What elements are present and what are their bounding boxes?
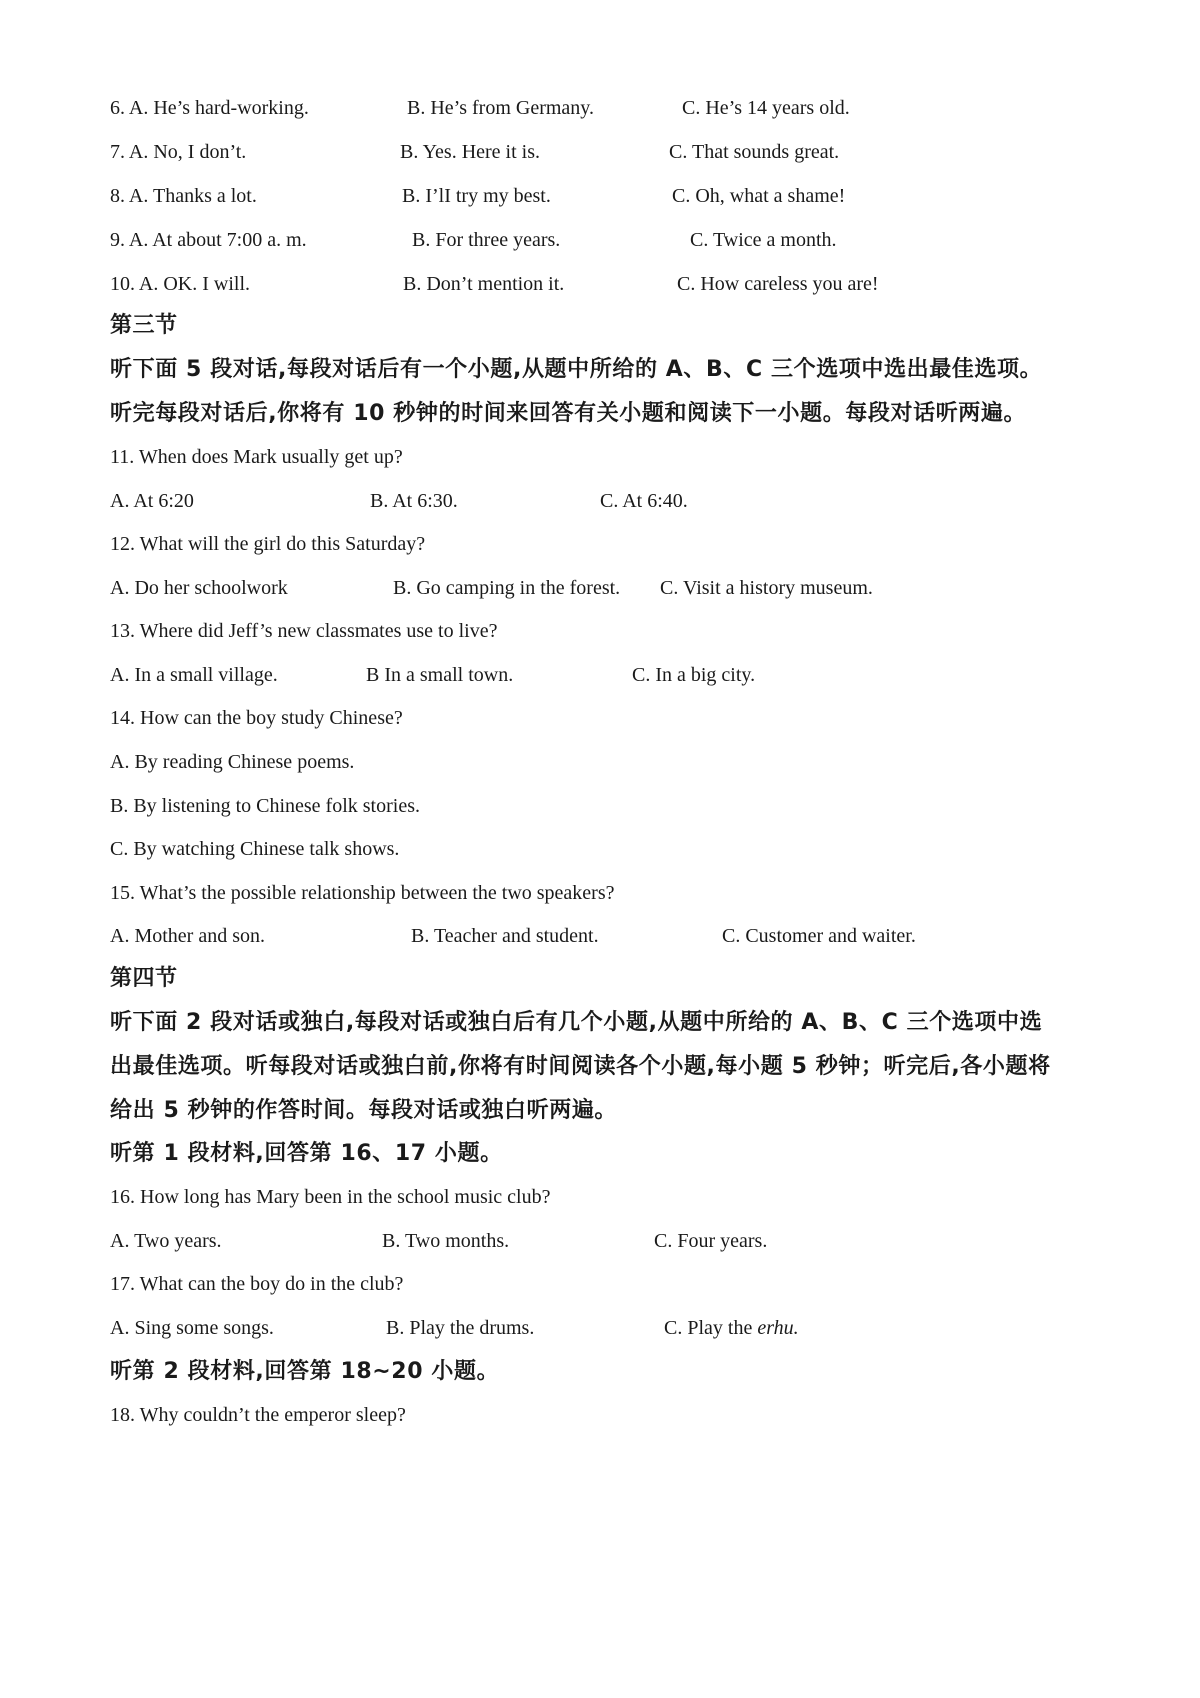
option-c: C. Oh, what a shame! — [672, 185, 846, 207]
option-c: C. That sounds great. — [669, 141, 840, 163]
question-16-stem: 16. How long has Mary been in the school music club? — [110, 1186, 551, 1208]
section-3-title: 第三节 — [110, 313, 178, 338]
option-a: A. In a small village. — [110, 664, 278, 686]
option-c: C. Visit a history museum. — [660, 577, 873, 599]
question-14-stem: 14. How can the boy study Chinese? — [110, 707, 403, 729]
question-15-stem: 15. What’s the possible relationship between the two speakers? — [110, 882, 615, 904]
option-c — [664, 1315, 799, 1341]
question-13-stem: 13. Where did Jeff’s new classmates use to live? — [110, 620, 498, 642]
option-b: B. At 6:30. — [370, 490, 458, 512]
option-b: B. Go camping in the forest. — [393, 577, 621, 599]
option-c: C. He’s 14 years old. — [682, 97, 850, 119]
option-c: C. Customer and waiter. — [722, 925, 916, 947]
option-a: 6. A. He’s hard-working. — [110, 97, 309, 119]
option-b: B. I’lI try my best. — [402, 185, 551, 207]
option-c: C. Four years. — [654, 1230, 768, 1252]
question-18-stem: 18. Why couldn’t the emperor sleep? — [110, 1404, 406, 1426]
question-14-option-a: A. By reading Chinese poems. — [110, 751, 355, 773]
option-c: C. In a big city. — [632, 664, 756, 686]
option-a: 7. A. No, I don’t. — [110, 141, 247, 163]
option-b: B. Teacher and student. — [411, 925, 599, 947]
section-3-instruction-1: 听下面 5 段对话,每段对话后有一个小题,从题中所给的 A、B、C 三个选项中选出最佳选项。 — [110, 357, 1043, 382]
option-b: B. He’s from Germany. — [407, 97, 594, 119]
option-a: 10. A. OK. I will. — [110, 273, 250, 295]
option-a: A. Sing some songs. — [110, 1317, 274, 1339]
question-17-stem: 17. What can the boy do in the club? — [110, 1273, 404, 1295]
option-b: B. Don’t mention it. — [403, 273, 565, 295]
option-a: 8. A. Thanks a lot. — [110, 185, 257, 207]
question-14-option-b: B. By listening to Chinese folk stories. — [110, 795, 420, 817]
section-4-instruction-1: 听下面 2 段对话或独白,每段对话或独白后有几个小题,从题中所给的 A、B、C 三个选项中选 — [110, 1010, 1043, 1035]
option-c: C. Twice a month. — [690, 229, 837, 251]
question-12-stem: 12. What will the girl do this Saturday? — [110, 533, 426, 555]
option-b: B. Yes. Here it is. — [400, 141, 541, 163]
option-a: 9. A. At about 7:00 a. m. — [110, 229, 307, 251]
option-b: B. Two months. — [382, 1230, 510, 1252]
option-a: A. At 6:20 — [110, 490, 194, 512]
option-c: C. How careless you are! — [677, 273, 879, 295]
section-4-instruction-2: 出最佳选项。听每段对话或独白前,你将有时间阅读各个小题,每小题 5 秒钟；听完后,各小题将 — [110, 1054, 1051, 1079]
option-c: C. At 6:40. — [600, 490, 688, 512]
option-b: B In a small town. — [366, 664, 514, 686]
section-4-part-1: 听第 1 段材料,回答第 16、17 小题。 — [110, 1141, 503, 1166]
section-4-title: 第四节 — [110, 966, 178, 991]
section-4-part-2: 听第 2 段材料,回答第 18~20 小题。 — [110, 1359, 500, 1384]
option-a: A. Do her schoolwork — [110, 577, 288, 599]
option-b: B. For three years. — [412, 229, 561, 251]
option-b: B. Play the drums. — [386, 1317, 535, 1339]
section-4-instruction-3: 给出 5 秒钟的作答时间。每段对话或独白听两遍。 — [110, 1098, 618, 1123]
section-3-instruction-2: 听完每段对话后,你将有 10 秒钟的时间来回答有关小题和阅读下一小题。每段对话听两遍。 — [110, 401, 1027, 426]
question-11-stem: 11. When does Mark usually get up? — [110, 446, 403, 468]
option-c-text: C. Play the — [664, 1317, 758, 1339]
question-14-option-c: C. By watching Chinese talk shows. — [110, 838, 400, 860]
option-a: A. Two years. — [110, 1230, 222, 1252]
option-c-italic: erhu. — [757, 1317, 799, 1339]
option-a: A. Mother and son. — [110, 925, 265, 947]
